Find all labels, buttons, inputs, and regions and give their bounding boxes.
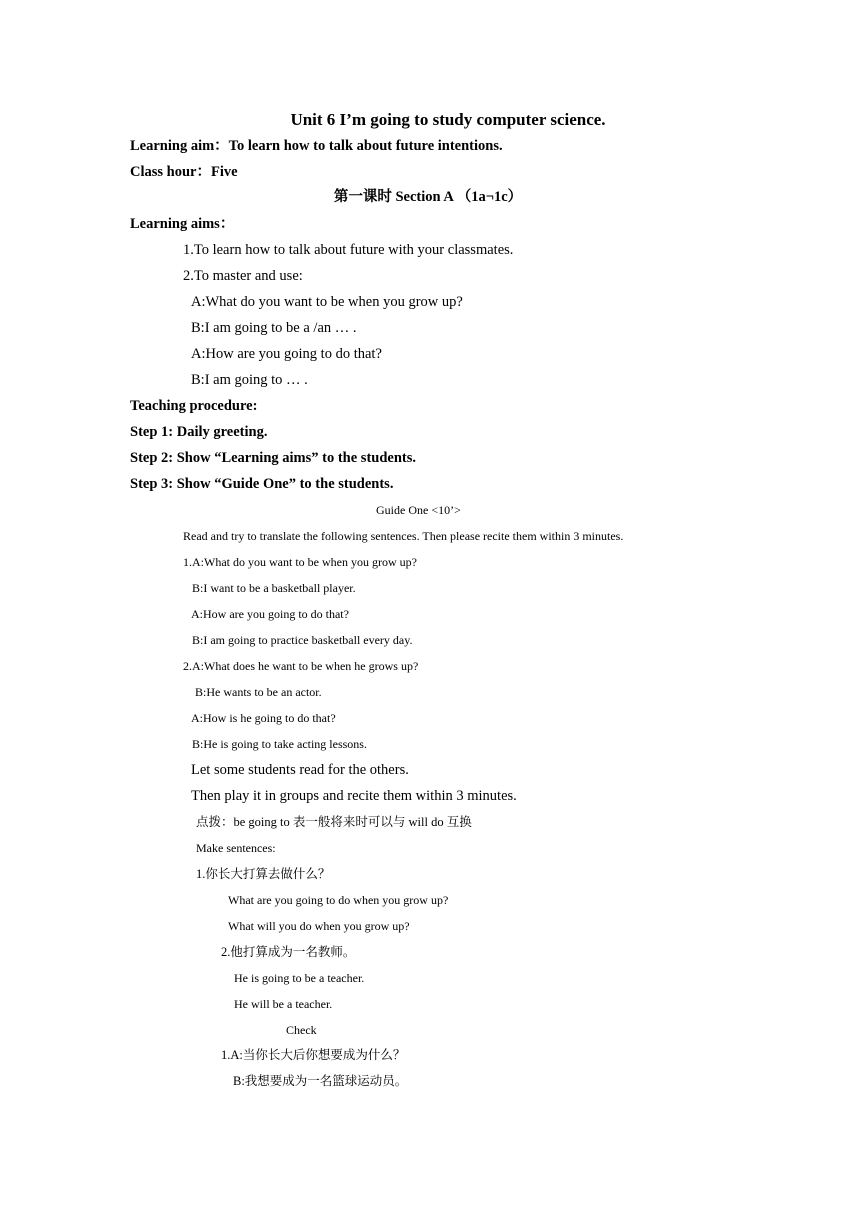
dialogue-line: B:He is going to take acting lessons. [192, 737, 367, 751]
make-sentences-prompt: 1.你长大打算去做什么？ [196, 867, 331, 881]
learning-aim-item: 1.To learn how to talk about future with your classmates. [183, 242, 514, 258]
learning-aim-item: 2.To master and use: [183, 268, 303, 284]
teaching-procedure-heading: Teaching procedure: [130, 398, 258, 414]
dialogue-line: 1.A:What do you want to be when you grow up? [183, 555, 417, 569]
step-line: Step 1: Daily greeting. [130, 424, 268, 440]
section-heading: 第一课时 Section A （1a¬1c） [333, 189, 523, 205]
make-sentences-answer: He will be a teacher. [234, 997, 333, 1011]
learning-aim-item: B:I am going to be a /an … . [191, 320, 357, 336]
learning-aims-heading: Learning aims： [130, 216, 235, 232]
guide-one-instruction: Read and try to translate the following sentences. Then please recite them within 3 minutes. [183, 529, 624, 543]
class-hour-line: Class hour：Five [130, 164, 238, 180]
learning-aim-item: B:I am going to … . [191, 372, 308, 388]
make-sentences-answer: What will you do when you grow up? [228, 919, 410, 933]
dialogue-line: A:How are you going to do that? [191, 607, 349, 621]
make-sentences-prompt: 2.他打算成为一名教师。 [221, 945, 356, 959]
guide-note: Then play it in groups and recite them within 3 minutes. [191, 788, 517, 804]
dialogue-line: B:He wants to be an actor. [195, 685, 322, 699]
dialogue-line: B:I am going to practice basketball every day. [192, 633, 413, 647]
check-heading: Check [286, 1023, 317, 1037]
grammar-tip: 点拨：be going to 表一般将来时可以与 will do 互换 [196, 815, 472, 829]
make-sentences-answer: He is going to be a teacher. [234, 971, 365, 985]
document-title: Unit 6 I’m going to study computer science. [290, 110, 606, 129]
learning-aim-line: Learning aim：To learn how to talk about future intentions. [130, 138, 503, 154]
make-sentences-answer: What are you going to do when you grow up? [228, 893, 449, 907]
learning-aim-item: A:What do you want to be when you grow up? [191, 294, 463, 310]
dialogue-line: A:How is he going to do that? [191, 711, 336, 725]
guide-note: Let some students read for the others. [191, 762, 409, 778]
guide-one-heading: Guide One <10’> [376, 503, 461, 517]
learning-aim-item: A:How are you going to do that? [191, 346, 382, 362]
make-sentences-heading: Make sentences: [196, 841, 276, 855]
dialogue-line: 2.A:What does he want to be when he grows up? [183, 659, 419, 673]
check-line: B:我想要成为一名篮球运动员。 [233, 1074, 408, 1088]
check-line: 1.A:当你长大后你想要成为什么？ [221, 1048, 406, 1062]
dialogue-line: B:I want to be a basketball player. [192, 581, 356, 595]
step-line: Step 2: Show “Learning aims” to the students. [130, 450, 416, 466]
step-line: Step 3: Show “Guide One” to the students. [130, 476, 394, 492]
